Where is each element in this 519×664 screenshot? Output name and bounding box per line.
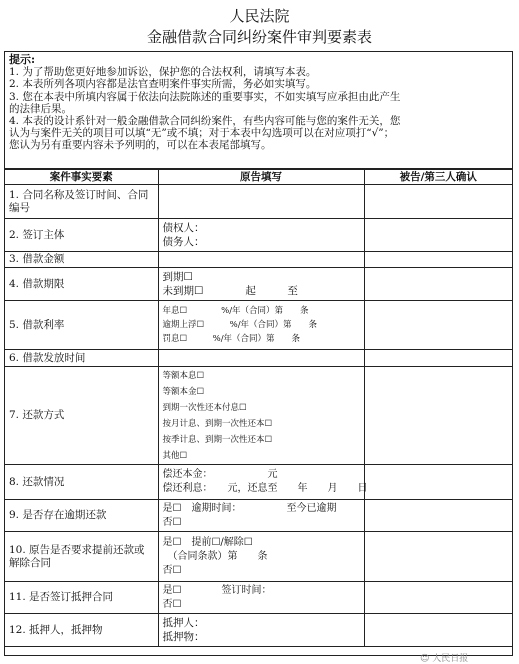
defendant-confirm-field[interactable]	[364, 268, 512, 301]
defendant-confirm-field[interactable]	[364, 301, 512, 350]
field-line: 等额本金☐	[162, 386, 205, 397]
table-row	[5, 301, 512, 350]
plaintiff-field[interactable]	[158, 252, 364, 268]
field-line: 债权人：	[162, 222, 205, 234]
table-row	[5, 252, 512, 268]
row-label: 12. 抵押人，抵押物	[5, 614, 158, 647]
row-label: 2. 签订主体	[5, 219, 158, 252]
field-line: 是☐ 逾期时间： 至今已逾期	[162, 502, 337, 514]
form-frame	[4, 51, 513, 656]
table-row	[5, 500, 512, 532]
plaintiff-field[interactable]	[158, 614, 364, 647]
court-title: 人民法院	[229, 7, 290, 25]
field-line: 未到期☐ 起 至	[162, 285, 298, 297]
row-label: 8. 还款情况	[5, 465, 158, 500]
tips-line: 2. 本表所列各项内容都是法官查明案件事实所需，务必如实填写。	[9, 78, 317, 91]
watermark: ☺ 人民日报	[420, 654, 469, 664]
field-line: 按季计息、到期一次性还本☐	[162, 434, 273, 445]
table-row	[5, 350, 512, 367]
row-label: 7. 还款方式	[5, 367, 158, 465]
header-cell: 案件事实要素	[5, 170, 158, 185]
field-line: 是☐ 提前☐/解除☐	[162, 536, 253, 548]
table-row	[5, 465, 512, 500]
field-line: 其他☐	[162, 450, 188, 461]
row-label: 11. 是否签订抵押合同	[5, 582, 158, 614]
field-line: 到期☐	[162, 271, 193, 283]
field-line: 偿还本金： 元	[162, 469, 278, 480]
field-line: 否☐	[162, 598, 182, 610]
defendant-confirm-field[interactable]	[364, 532, 512, 582]
form-title: 金融借款合同纠纷案件审判要素表	[146, 28, 372, 46]
plaintiff-field[interactable]	[158, 350, 364, 367]
defendant-confirm-field[interactable]	[364, 582, 512, 614]
plaintiff-field[interactable]	[158, 301, 364, 350]
field-line: 等额本息☐	[162, 370, 205, 381]
table-row	[5, 532, 512, 582]
tips-line: 认为与案件无关的项目可以填“无”或不填；对于本表中勾选项可以在对应项打“√”；	[9, 127, 395, 140]
tips-line: 的法律后果。	[9, 102, 72, 115]
tips-line: 3. 您在本表中所填内容属于依法向法院陈述的重要事实，不如实填写应承担由此产生	[9, 90, 401, 103]
defendant-confirm-field[interactable]	[364, 614, 512, 647]
field-line: 债务人：	[162, 236, 205, 248]
header-cell: 被告/第三人确认	[364, 170, 512, 185]
defendant-confirm-field[interactable]	[364, 219, 512, 252]
row-label: 9. 是否存在逾期还款	[5, 500, 158, 532]
field-line: 按月计息、到期一次性还本☐	[162, 418, 273, 429]
field-line: 是☐ 签订时间：	[162, 584, 272, 596]
tips-line: 1. 为了帮助您更好地参加诉讼，保护您的合法权利，请填写本表。	[9, 66, 317, 79]
plaintiff-field[interactable]	[158, 582, 364, 614]
table-row	[5, 185, 512, 219]
field-line: 年息☐ %/年（合同）第 条	[162, 306, 309, 316]
table-row	[5, 367, 512, 465]
table-row	[5, 268, 512, 301]
field-line: 抵押物：	[162, 631, 205, 643]
table-row	[5, 582, 512, 614]
tips-section	[5, 52, 512, 169]
field-line: 抵押人：	[162, 617, 205, 629]
field-line: 罚息☐ %/年（合同）第 条	[162, 334, 301, 344]
table-row	[5, 219, 512, 252]
row-label: 6. 借款发放时间	[5, 350, 158, 367]
plaintiff-field[interactable]	[158, 268, 364, 301]
defendant-confirm-field[interactable]	[364, 350, 512, 367]
table-header-row	[5, 170, 512, 185]
row-label: 5. 借款利率	[5, 301, 158, 350]
defendant-confirm-field[interactable]	[364, 252, 512, 268]
plaintiff-field[interactable]	[158, 185, 364, 219]
row-label: 1. 合同名称及签订时间、合同编号	[5, 185, 158, 219]
defendant-confirm-field[interactable]	[364, 367, 512, 465]
row-label: 4. 借款期限	[5, 268, 158, 301]
field-line: 逾期上浮☐ %/年（合同）第 条	[162, 320, 318, 330]
field-line: 偿还利息： 元，还息至 年 月 日	[162, 483, 368, 494]
row-label: 3. 借款金额	[5, 252, 158, 268]
defendant-confirm-field[interactable]	[364, 185, 512, 219]
header-cell: 原告填写	[158, 170, 364, 185]
plaintiff-field[interactable]	[158, 532, 364, 582]
field-line: 到期一次性还本付息☐	[162, 402, 247, 413]
plaintiff-field[interactable]	[158, 219, 364, 252]
field-line: 否☐	[162, 516, 182, 528]
defendant-confirm-field[interactable]	[364, 465, 512, 500]
tips-line: 您认为另有重要内容未予列明的，可以在本表尾部填写。	[9, 139, 272, 152]
defendant-confirm-field[interactable]	[364, 500, 512, 532]
field-line: 否☐	[162, 564, 182, 576]
plaintiff-field[interactable]	[158, 367, 364, 465]
tips-heading: 提示:	[9, 53, 36, 66]
field-line: （合同条款）第 条	[162, 550, 268, 562]
row-label: 10. 原告是否要求提前还款或解除合同	[5, 532, 158, 582]
plaintiff-field[interactable]	[158, 500, 364, 532]
table-row	[5, 614, 512, 647]
tips-line: 4. 本表的设计系针对一般金融借款合同纠纷案件，有些内容可能与您的案件无关，您	[9, 115, 401, 128]
elements-table	[5, 169, 512, 647]
plaintiff-field[interactable]	[158, 465, 368, 500]
